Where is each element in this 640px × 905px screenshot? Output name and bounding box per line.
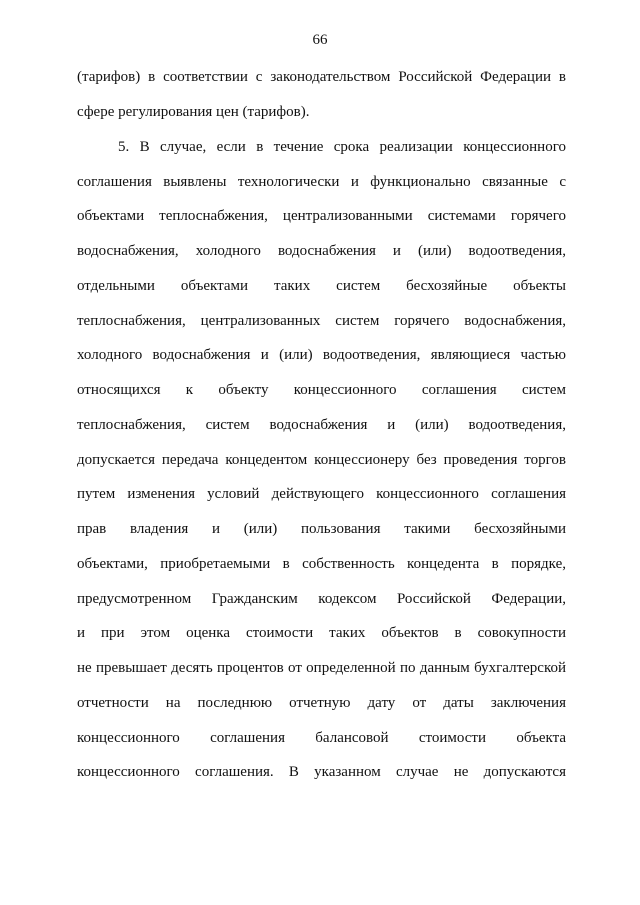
text-line: относящихся к объекту концессионного соглашения систем bbox=[77, 382, 566, 398]
page-number: 66 bbox=[312, 32, 328, 48]
text-line: водоснабжения, холодного водоснабжения и (или) водоотведения, bbox=[77, 243, 566, 259]
text-line: отчетности на последнюю отчетную дату от даты заключения bbox=[77, 695, 566, 711]
text-line: сфере регулирования цен (тарифов). bbox=[77, 104, 310, 120]
text-line: не превышает десять процентов от определенной по данным бухгалтерской bbox=[77, 660, 566, 676]
text-line: объектами, приобретаемыми в собственность концедента в порядке, bbox=[77, 556, 566, 572]
text-line: и при этом оценка стоимости таких объектов в совокупности bbox=[77, 625, 566, 641]
text-line: допускается передача концедентом концессионеру без проведения торгов bbox=[77, 452, 566, 468]
text-line: прав владения и (или) пользования такими бесхозяйными bbox=[77, 521, 566, 537]
text-line: предусмотренном Гражданским кодексом Российской Федерации, bbox=[77, 591, 566, 607]
text-line: отдельными объектами таких систем бесхозяйные объекты bbox=[77, 278, 566, 294]
text-line: концессионного соглашения балансовой стоимости объекта bbox=[77, 730, 566, 746]
text-line: объектами теплоснабжения, централизованными системами горячего bbox=[77, 208, 566, 224]
text-line: холодного водоснабжения и (или) водоотведения, являющиеся частью bbox=[77, 347, 566, 363]
text-line: теплоснабжения, систем водоснабжения и (или) водоотведения, bbox=[77, 417, 566, 433]
text-line: соглашения выявлены технологически и функционально связанные с bbox=[77, 174, 566, 190]
paragraph-first-line: 5. В случае, если в течение срока реализации концессионного bbox=[118, 139, 566, 155]
text-line: путем изменения условий действующего концессионного соглашения bbox=[77, 486, 566, 502]
text-line: (тарифов) в соответствии с законодательством Российской Федерации в bbox=[77, 69, 566, 85]
text-line: концессионного соглашения. В указанном случае не допускаются bbox=[77, 764, 566, 780]
text-line: теплоснабжения, централизованных систем горячего водоснабжения, bbox=[77, 313, 566, 329]
